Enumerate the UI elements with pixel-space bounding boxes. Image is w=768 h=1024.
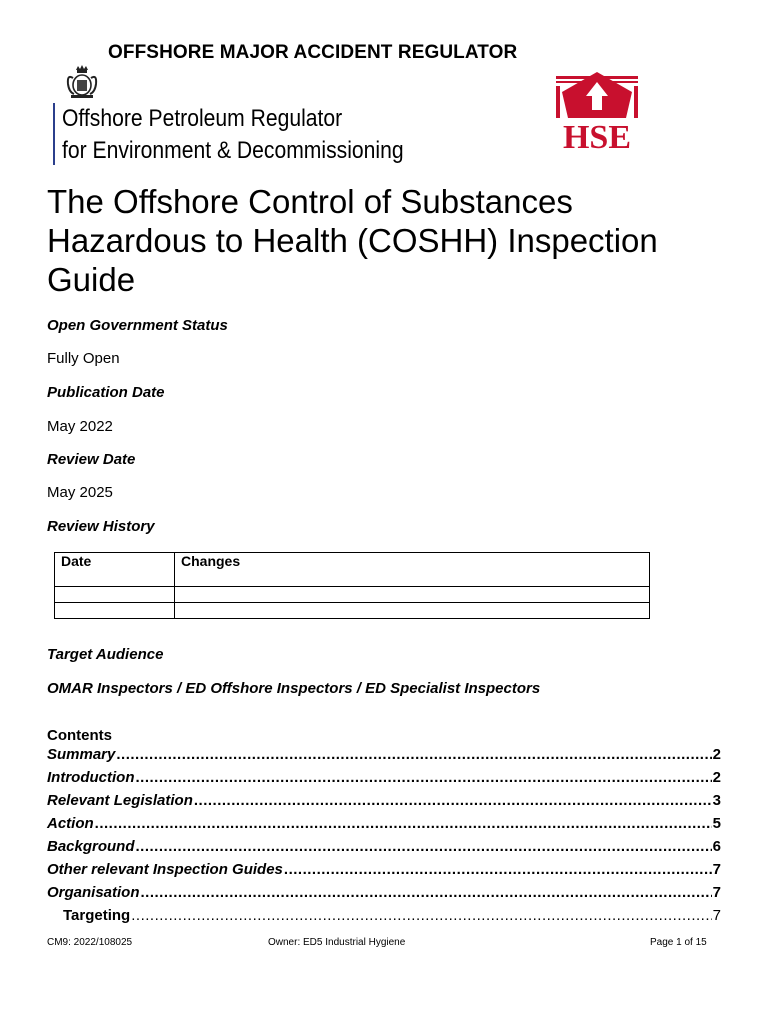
table-cell [55, 587, 175, 603]
review-history-table [54, 552, 650, 619]
toc-entry-relevant-legislation[interactable] [47, 792, 721, 809]
toc-entry-organisation[interactable] [47, 884, 721, 901]
toc-entry-background[interactable] [47, 838, 721, 855]
royal-crest-icon [64, 64, 100, 100]
target-audience-label: Target Audience [47, 646, 164, 663]
footer-page-number: Page 1 of 15 [650, 937, 707, 948]
toc-leader [141, 884, 712, 901]
target-audience-value: OMAR Inspectors / ED Offshore Inspectors / ED Specialist Inspectors [47, 680, 541, 697]
toc-entry-page: 5 [712, 815, 721, 832]
toc-entry-other-inspection-guides[interactable] [47, 861, 721, 878]
toc-entry-label: Other relevant Inspection Guides [47, 861, 283, 878]
opred-logo-bar [53, 103, 55, 165]
footer-owner: Owner: ED5 Industrial Hygiene [268, 937, 406, 948]
table-header-row [55, 553, 650, 587]
table-row [55, 603, 650, 619]
toc-entry-introduction[interactable] [47, 769, 721, 786]
document-title: The Offshore Control of Substances Hazardous to Health (COSHH) Inspection Guide [47, 183, 658, 298]
toc-entry-page: 3 [712, 792, 721, 809]
table-cell [175, 587, 650, 603]
toc-entry-summary[interactable] [47, 746, 721, 763]
review-history-label: Review History [47, 518, 155, 535]
footer-reference: CM9: 2022/108025 [47, 937, 133, 948]
toc-entry-label: Summary [47, 746, 116, 763]
toc-leader [95, 815, 712, 832]
toc-leader [135, 769, 711, 786]
toc-entry-label: Background [47, 838, 135, 855]
toc-entry-label: Action [47, 815, 94, 832]
toc-entry-label: Relevant Legislation [47, 792, 193, 809]
toc-entry-page: 6 [712, 838, 721, 855]
contents-heading: Contents [47, 727, 112, 744]
hse-logo-text: HSE [562, 119, 632, 152]
toc-entry-page: 7 [712, 884, 721, 901]
toc-leader [131, 907, 711, 924]
toc-entry-label: Introduction [47, 769, 135, 786]
toc-entry-page: 2 [712, 769, 721, 786]
toc-entry-label: Organisation [47, 884, 140, 901]
regulator-title: OFFSHORE MAJOR ACCIDENT REGULATOR [108, 42, 518, 63]
toc-leader [284, 861, 712, 878]
toc-leader [194, 792, 712, 809]
toc-entry-action[interactable] [47, 815, 721, 832]
table-header-changes: Changes [175, 553, 650, 587]
publication-date-label: Publication Date [47, 384, 165, 401]
publication-date-value: May 2022 [47, 418, 113, 435]
table-cell [55, 603, 175, 619]
open-government-status-value: Fully Open [47, 350, 120, 367]
table-cell [175, 603, 650, 619]
review-date-value: May 2025 [47, 484, 113, 501]
opred-name-line1: Offshore Petroleum Regulator [62, 105, 343, 132]
toc-leader [136, 838, 712, 855]
toc-entry-page: 7 [712, 861, 721, 878]
table-row [55, 587, 650, 603]
toc-entry-targeting[interactable] [63, 907, 721, 924]
open-government-status-label: Open Government Status [47, 317, 228, 334]
toc-entry-page: 2 [712, 746, 721, 763]
table-header-date: Date [55, 553, 175, 587]
toc-entry-page: 7 [712, 907, 721, 924]
toc-leader [116, 746, 711, 763]
review-date-label: Review Date [47, 451, 136, 468]
toc-entry-label: Targeting [63, 907, 131, 924]
hse-logo [550, 66, 644, 152]
opred-name-line2: for Environment & Decommissioning [62, 137, 404, 164]
